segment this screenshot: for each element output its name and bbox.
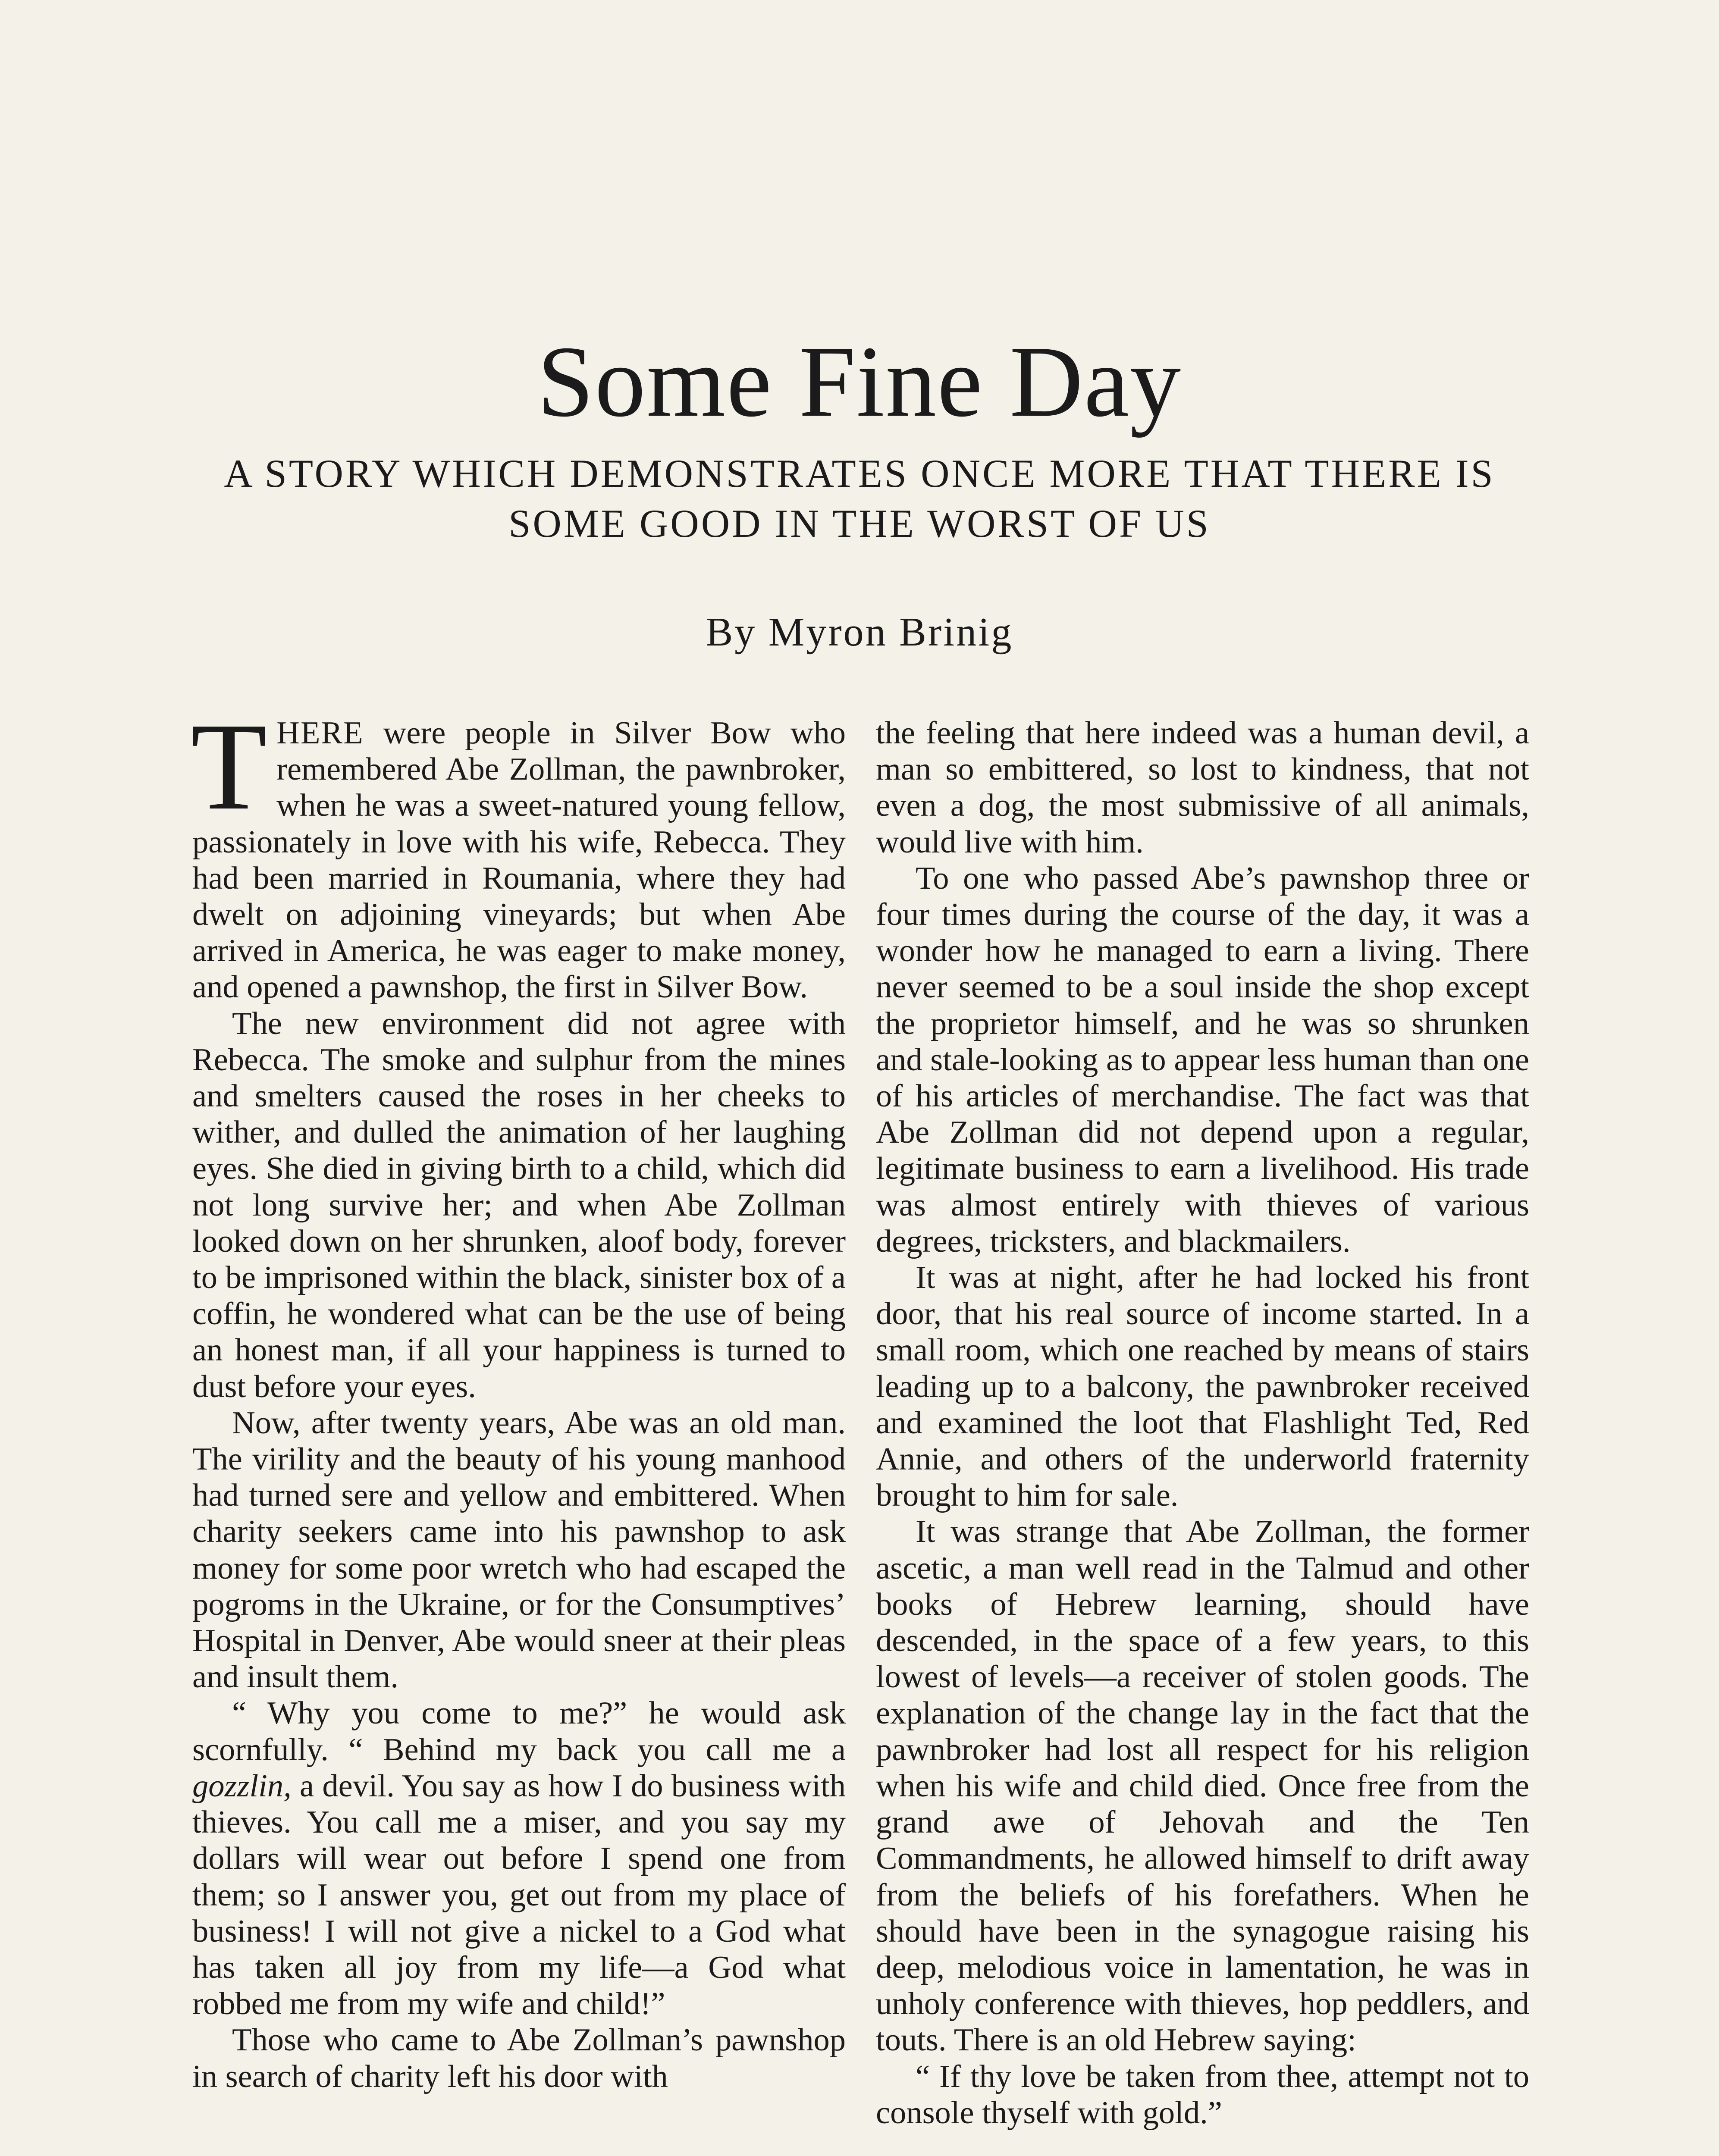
paragraph-text: were people in Silver Bow who remembered Abe Zollman, the pawnbroker, when he was a sweet-natured young fellow, passionately in love with his wife, Rebecca. They had been married in Roumania, where they had dwelt on adjoining vineyards; but when Abe arrived in America, he was eager to make money, and opened a pawnshop, the first in Silver Bow. [192, 715, 846, 1005]
paragraph: To one who passed Abe’s pawnshop three or four times during the course of the day, it was a wonder how he managed to earn a living. There never seemed to be a soul inside the shop except the proprietor himself, and he was so shrunken and stale-looking as to appear less human than one of his articles of merchandise. The fact was that Abe Zollman did not depend upon a regular, legitimate business to earn a livelihood. His trade was almost entirely with thieves of various degrees, tricksters, and blackmailers. [876, 860, 1529, 1259]
story-subtitle: A STORY WHICH DEMONSTRATES ONCE MORE THAT THERE IS SOME GOOD IN THE WORST OF US [224, 451, 1495, 545]
paragraph: “ If thy love be taken from thee, attempt not to console thyself with gold.” [876, 2059, 1529, 2131]
story-title: Some Fine Day [537, 326, 1182, 439]
paragraph [192, 1695, 846, 2022]
paragraph: Now, after twenty years, Abe was an old man. The virility and the beauty of his young manhood had turned sere and yellow and embittered. When charity seekers came into his pawnshop to ask money for some poor wretch who had escaped the pogroms in the Ukraine, or for the Consumptives’ Hospital in Denver, Abe would sneer at their pleas and insult them. [192, 1405, 846, 1695]
right-column [876, 715, 1529, 2131]
left-column [191, 697, 846, 2095]
italic-word: gozzlin, [192, 1768, 292, 1804]
paragraph-text: “ Why you come to me?” he would ask scornfully. “ Behind my back you call me a [192, 1695, 846, 1767]
paragraph: Those who came to Abe Zollman’s pawnshop in search of charity left his door with [192, 2022, 846, 2094]
paragraph [191, 697, 846, 1006]
paragraph: It was at night, after he had locked his front door, that his real source of income started. In a small room, which one reached by means of stairs leading up to a balcony, the pawnbroker received and examined the loot that Flashlight Ted, Red Annie, and others of the underworld fraternity brought to him for sale. [876, 1260, 1529, 1514]
paragraph: the feeling that here indeed was a human devil, a man so embittered, so lost to kindness, that not even a dog, the most submissive of all animals, would live with him. [876, 715, 1529, 860]
paragraph: It was strange that Abe Zollman, the former ascetic, a man well read in the Talmud and other books of Hebrew learning, should have descended, in the space of a few years, to this lowest of levels—a receiver of stolen goods. The explanation of the change lay in the fact that the pawnbroker had lost all respect for his religion when his wife and child died. Once free from the grand awe of Jehovah and the Ten Commandments, he allowed himself to drift away from the beliefs of his forefathers. When he should have been in the synagogue raising his deep, melodious voice in lamentation, he was in unholy conference with thieves, hop peddlers, and touts. There is an old Hebrew saying: [876, 1514, 1529, 2058]
author-byline: By Myron Brinig [706, 610, 1013, 655]
paragraph: The new environment did not agree with Rebecca. The smoke and sulphur from the mines and smelters caused the roses in her cheeks to wither, and dulled the animation of her laughing eyes. She died in giving birth to a child, which did not long survive her; and when Abe Zollman looked down on her shrunken, aloof body, forever to be imprisoned within the black, sinister box of a coffin, he wondered what can be the use of being an honest man, if all your happiness is turned to dust before your eyes. [192, 1006, 846, 1404]
drop-cap: T [191, 697, 267, 836]
lead-word: HERE [276, 715, 364, 751]
paragraph-text: a devil. You say as how I do business with thieves. You call me a miser, and you say my dollars will wear out before I spend one from them; so I answer you, get out from my place of business! I will not give a nickel to a God what has taken all joy from my life—a God what robbed me from my wife and child!” [192, 1768, 846, 2022]
